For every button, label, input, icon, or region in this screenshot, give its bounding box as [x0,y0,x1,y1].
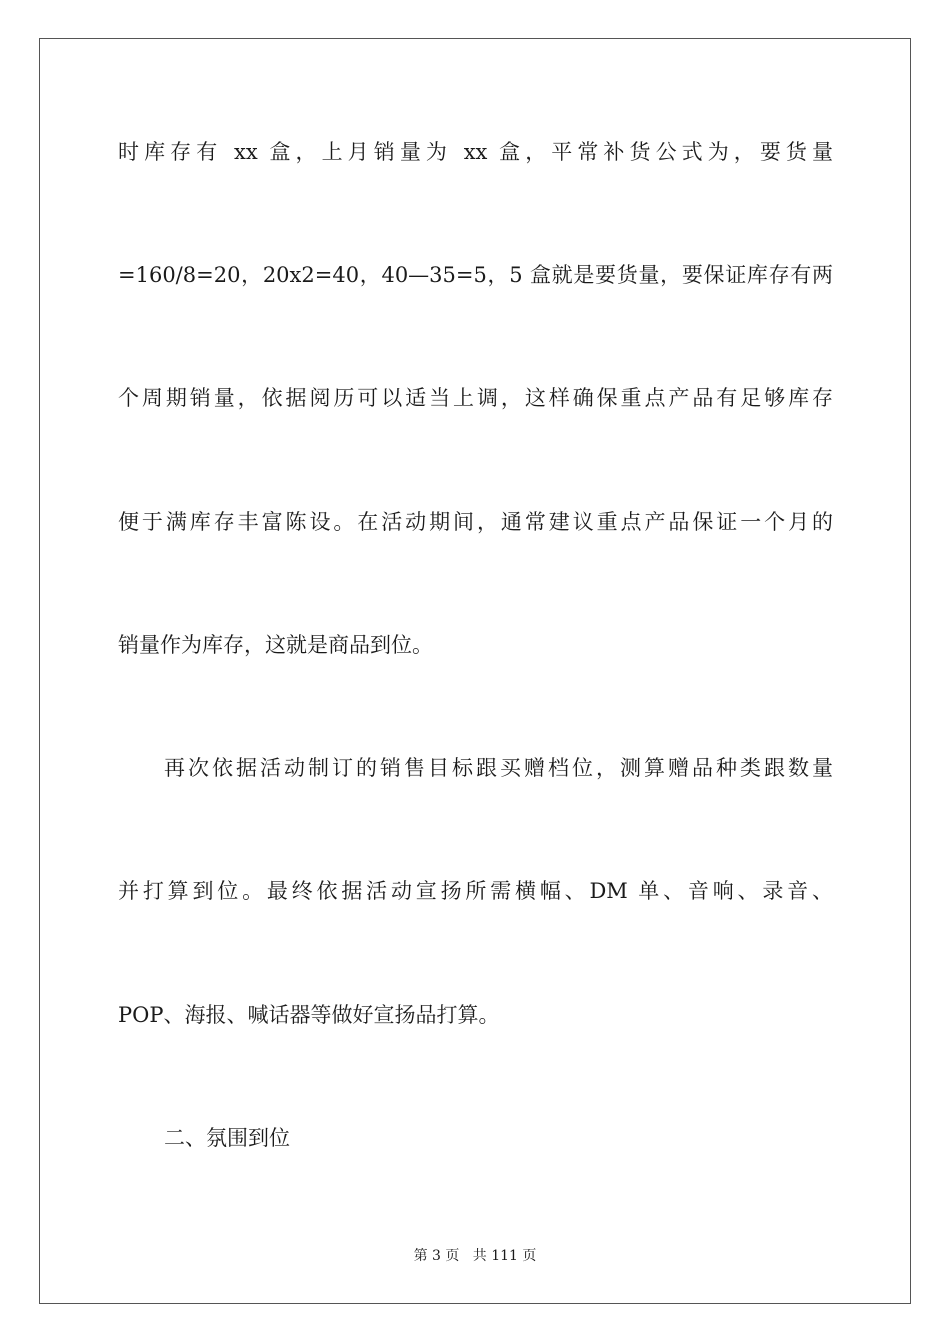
paragraph-line-1: 时库存有 xx 盒，上月销量为 xx 盒，平常补货公式为，要货量 [118,140,833,164]
page-number-footer: 第 3 页 共 111 页 [413,1248,537,1264]
paragraph-line-5: 销量作为库存，这就是商品到位。 [118,633,433,657]
paragraph-line-8: POP、海报、喊话器等做好宣扬品打算。 [118,1003,500,1027]
paragraph-line-4: 便于满库存丰富陈设。在活动期间，通常建议重点产品保证一个月的 [118,510,833,534]
page-border [39,38,911,1304]
paragraph-line-6: 再次依据活动制订的销售目标跟买赠档位，测算赠品种类跟数量 [164,756,833,780]
paragraph-line-2: =160/8=20，20x2=40，40—35=5，5 盒就是要货量，要保证库存有两 [118,263,833,287]
paragraph-line-3: 个周期销量，依据阅历可以适当上调，这样确保重点产品有足够库存 [118,386,833,410]
paragraph-line-7: 并打算到位。最终依据活动宣扬所需横幅、DM 单、音响、录音、 [118,879,833,903]
section-heading: 二、氛围到位 [164,1126,290,1150]
